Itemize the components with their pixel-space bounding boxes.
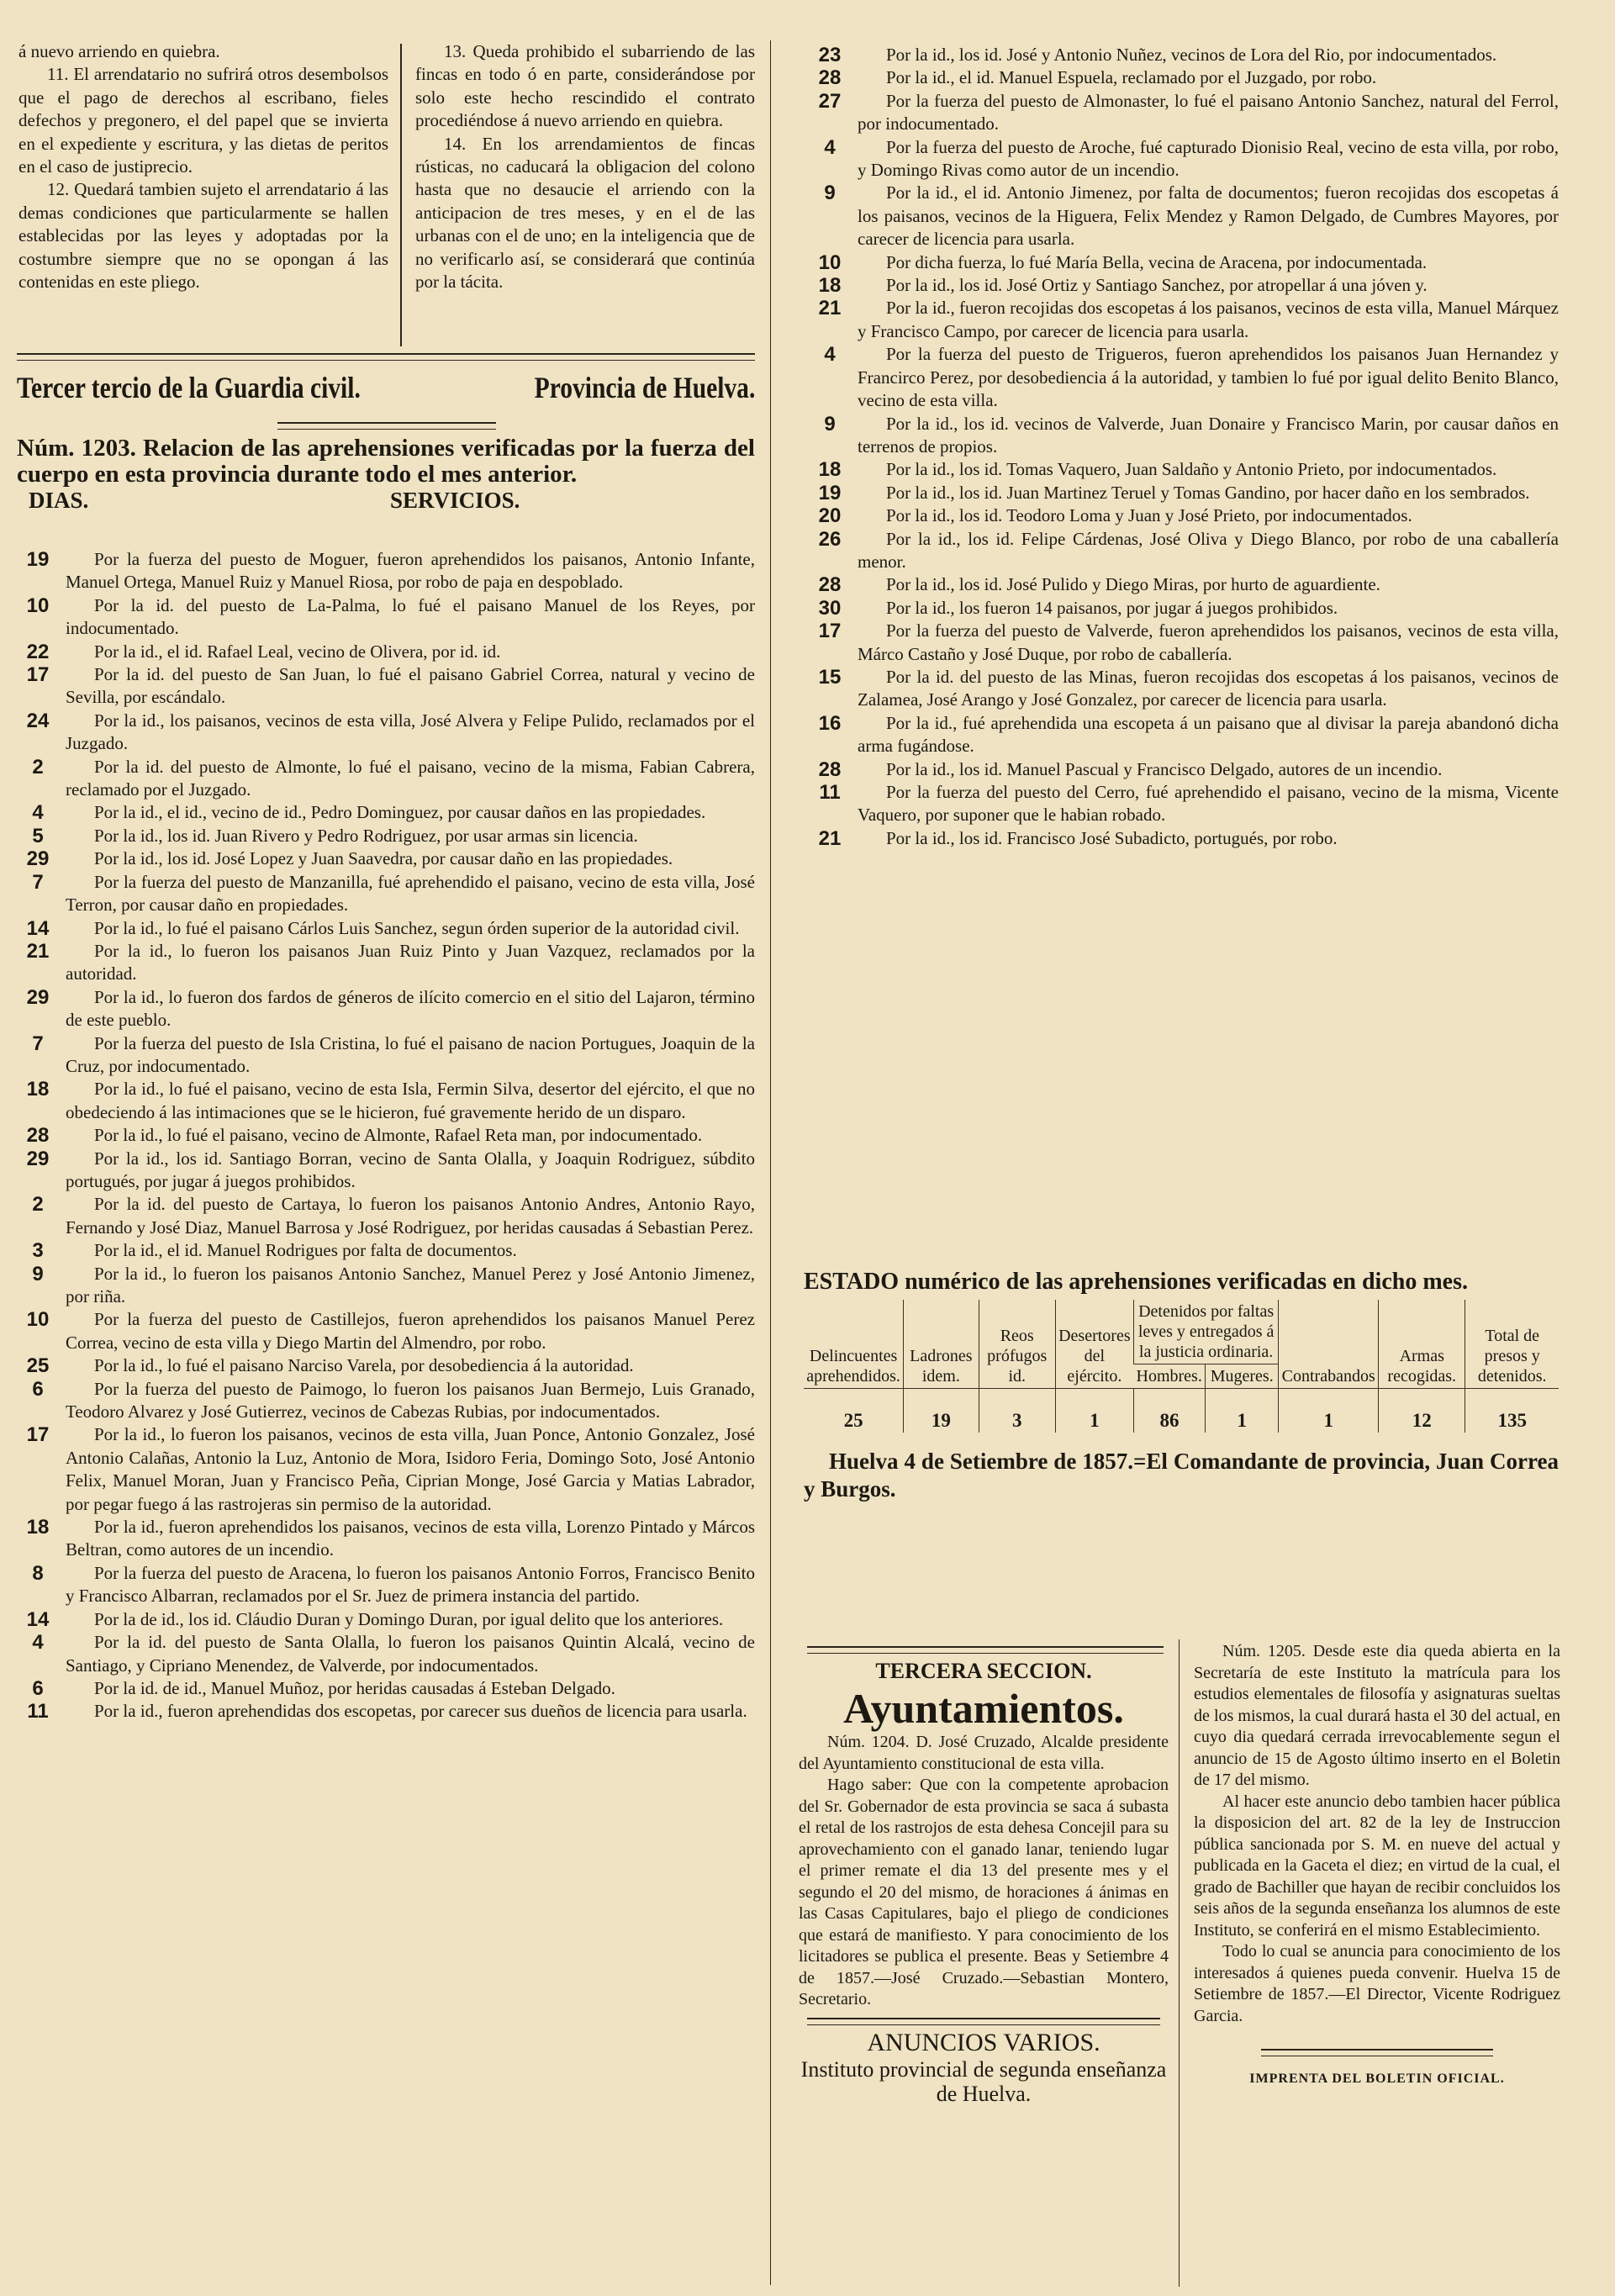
anuncios-title: ANUNCIOS VARIOS. xyxy=(867,2028,1100,2056)
tercera-label: TERCERA SECCION. xyxy=(875,1659,1092,1683)
entry-day: 27 xyxy=(818,89,842,113)
entry-text: Por la id., el id. Manuel Rodrigues por falta de documentos. xyxy=(94,1240,517,1261)
anuncios-p3: Todo lo cual se anuncia para conocimiento de los interesados á quienes pueda convenir. Huelva 15 de Setiembre de 1857.—El Director, Vicente Rodriguez Garcia. xyxy=(1194,1942,1560,2025)
entry-text: Por la fuerza del puesto de Almonaster, lo fué el paisano Antonio Sanchez, natural del Ferrol, por indocumentado. xyxy=(858,90,1559,135)
list-item xyxy=(10,1308,755,1354)
entry-text: Por la id., los id. Juan Martinez Teruel y Tomas Gandino, por hacer daño en los sembrados. xyxy=(886,482,1530,503)
val-armas: 12 xyxy=(1379,1389,1465,1433)
entry-text: Por la fuerza del puesto de Trigueros, fueron aprehendidos los paisanos Juan Hernandez y Francirco Perez, por desobediencia á la autoridad, y tambien lo fué por igual delito Benito Blanco, vecino de esta villa. xyxy=(858,344,1559,411)
list-item xyxy=(10,1148,755,1194)
entry-day: 10 xyxy=(26,594,50,617)
entry-day: 9 xyxy=(824,182,836,205)
list-item xyxy=(802,458,1559,481)
list-item xyxy=(10,917,755,940)
entry-day: 19 xyxy=(26,548,50,571)
list-item xyxy=(10,1078,755,1124)
entry-day: 14 xyxy=(26,916,50,940)
entry-text: Por la id., lo fué el paisano Narciso Varela, por desobediencia á la autoridad. xyxy=(94,1355,634,1376)
entry-day: 23 xyxy=(818,44,842,66)
entry-day: 6 xyxy=(32,1676,44,1700)
list-item xyxy=(802,666,1559,712)
list-item xyxy=(10,847,755,870)
list-item xyxy=(802,597,1559,620)
list-item xyxy=(10,1032,755,1079)
entry-text: Por la id., los id. Santiago Borran, vecino de Santa Olalla, y Joaquin Rodriguez, súbdito portugués, por jugar á juegos prohibidos. xyxy=(66,1148,755,1191)
entry-day: 18 xyxy=(26,1516,50,1539)
list-item xyxy=(10,594,755,641)
entry-text: Por la id., los id. Felipe Cárdenas, José Oliva y Diego Blanco, por robo de una caballería menor. xyxy=(858,528,1559,572)
list-item xyxy=(10,1378,755,1424)
list-item xyxy=(802,136,1559,182)
entry-text: Por la id., el id. Antonio Jimenez, por falta de documentos; fueron recojidas dos escopetas á los paisanos, vecinos de la Higuera, Felix Mendez y Ramon Delgado, de Cumbres Mayores, por carecer de licencia para usarla. xyxy=(858,182,1559,250)
imprenta-label: IMPRENTA DEL BOLETIN OFICIAL. xyxy=(1249,2072,1505,2086)
entry-text: Por la fuerza del puesto de Aracena, lo fueron los paisanos Antonio Forros, Francisco Benito y Francisco Albarran, reclamados por el Sr. Juez de primera instancia del partido. xyxy=(66,1562,755,1607)
article-12: 12. Quedará tambien sujeto el arrendatario á las demas condiciones que particularmente se hallen establecidas por las leyes y adoptadas por la costumbre siempre que no se opongan á las contenidas en este pliego. xyxy=(18,179,388,293)
relacion-title: Núm. 1203. Relacion de las aprehensiones verificadas por la fuerza del cuerpo en esta provincia durante todo el mes anterior. xyxy=(17,435,755,488)
list-item xyxy=(10,1124,755,1147)
entry-day: 10 xyxy=(26,1308,50,1332)
section-left-title: Tercer tercio de la Guardia civil. xyxy=(17,371,361,404)
entry-text: Por la id., fué aprehendida una escopeta á un paisano que al divisar la pareja abandonó dicha arma fugándose. xyxy=(858,712,1559,757)
anuncios-col xyxy=(1194,1641,1560,2087)
entry-day: 3 xyxy=(32,1239,44,1263)
entry-text: Por la id., los id. vecinos de Valverde, Juan Donaire y Francisco Marin, por causar daños en terrenos de propios. xyxy=(858,413,1559,457)
hdr-reos: Reos prófugos id. xyxy=(979,1300,1055,1389)
list-item xyxy=(10,940,755,986)
entry-text: Por la id., los id. José Pulido y Diego Miras, por hurto de aguardiente. xyxy=(886,574,1380,595)
anuncios-subtitle: Instituto provincial de segunda enseñanza de Huelva. xyxy=(800,2056,1167,2106)
entry-day: 28 xyxy=(26,1124,50,1148)
list-item xyxy=(802,274,1559,297)
col-dias: DIAS. xyxy=(29,488,89,513)
entry-day: 25 xyxy=(26,1354,50,1378)
tercera-col xyxy=(799,1658,1169,2106)
val-contrabandos: 1 xyxy=(1279,1389,1379,1433)
estado-title: ESTADO numérico de las aprehensiones verificadas en dicho mes. xyxy=(804,1269,1468,1295)
entry-day: 7 xyxy=(32,1032,44,1055)
tercera-divider xyxy=(1179,1639,1180,2287)
anuncios-p2: Al hacer este anuncio debo tambien hacer pública la disposicion del art. 82 de la ley de Instruccion pública sancionada por S. M. en nueve del actual y publicada en la Gaceta el diez; en virtud de la cual, el grado de Bachiller que hayan de recibir concluidos los seis años de la segunda enseñanza los alumnos de este Instituto, se conferirá en el mismo Establecimiento. xyxy=(1194,1792,1560,1940)
entry-day: 21 xyxy=(26,939,50,963)
entry-day: 18 xyxy=(26,1078,50,1101)
list-item xyxy=(10,1239,755,1262)
rule-anuncios xyxy=(807,2018,1160,2025)
list-item xyxy=(802,482,1559,504)
list-item xyxy=(802,827,1559,850)
list-item xyxy=(10,801,755,824)
list-item xyxy=(802,620,1559,666)
entry-text: Por la id. del puesto de San Juan, lo fué el paisano Gabriel Correa, natural y vecino de Sevilla, por escándalo. xyxy=(66,664,755,708)
entries-right xyxy=(802,44,1559,850)
entry-text: Por la id., los fueron 14 paisanos, por jugar á juegos prohibidos. xyxy=(886,597,1338,618)
entry-day: 24 xyxy=(26,709,50,732)
list-item xyxy=(802,297,1559,343)
list-item xyxy=(802,413,1559,459)
entry-day: 28 xyxy=(818,573,842,597)
list-item xyxy=(10,1354,755,1377)
entry-text: Por la id., lo fué el paisano, vecino de Almonte, Rafael Reta man, por indocumentado. xyxy=(94,1125,703,1146)
col-servicios: SERVICIOS. xyxy=(390,488,520,513)
entry-text: Por la fuerza del puesto de Manzanilla, fué aprehendido el paisano, vecino de esta villa, José Terron, por causar daño en propiedades. xyxy=(66,871,755,916)
list-item xyxy=(10,1677,755,1700)
entry-day: 20 xyxy=(818,504,842,528)
main-column-divider xyxy=(770,40,771,2285)
entry-day: 30 xyxy=(818,596,842,620)
left-top-col-b xyxy=(415,40,755,293)
list-item xyxy=(802,758,1559,781)
hdr-armas: Armas recogidas. xyxy=(1379,1300,1465,1389)
entry-day: 15 xyxy=(818,665,842,689)
entry-text: Por la fuerza del puesto de Aroche, fué capturado Dionisio Real, vecino de esta villa, por robo, y Domingo Rivas como autor de un incendio. xyxy=(858,136,1559,181)
entry-text: Por la id., el id. Manuel Espuela, reclamado por el Juzgado, por robo. xyxy=(886,67,1377,88)
entry-day: 9 xyxy=(824,412,836,435)
list-item xyxy=(10,1263,755,1309)
entry-text: Por la id., lo fueron dos fardos de géneros de ilícito comercio en el sitio del Lajaron, término de este pueblo. xyxy=(66,986,755,1031)
column-divider-top xyxy=(400,44,402,346)
section-header xyxy=(17,370,755,405)
anuncios-p1: Núm. 1205. Desde este dia queda abierta en la Secretaría de este Instituto la matrícula para los estudios elementales de filosofía y asignaturas sueltas de los mismos, la cual durará hasta el 30 del actual, en cuyo dia quedará cerrada irrevocablemente segun el anuncio de 15 de Agosto último inserto en el Boletin de 17 del mismo. xyxy=(1194,1642,1560,1789)
entry-text: Por la id., fueron recojidas dos escopetas á los paisanos, vecinos de esta villa, Manuel Márquez y Francisco Campo, por carecer de licencia para usarla. xyxy=(858,298,1559,341)
signature: Huelva 4 de Setiembre de 1857.=El Comandante de provincia, Juan Correa y Burgos. xyxy=(804,1449,1559,1502)
list-item xyxy=(802,251,1559,274)
rule-imprenta xyxy=(1261,2049,1493,2056)
entry-text: Por la fuerza del puesto de Moguer, fueron aprehendidos los paisanos, Antonio Infante, Manuel Ortega, Manuel Ruiz y Manuel Riosa, por robo de paja en despoblado. xyxy=(66,549,755,593)
entry-day: 29 xyxy=(26,1147,50,1170)
hdr-total: Total de presos y detenidos. xyxy=(1465,1300,1559,1389)
entry-day: 4 xyxy=(824,135,836,159)
tercera-p1: Núm. 1204. D. José Cruzado, Alcalde presidente del Ayuntamiento constitucional de esta villa. xyxy=(799,1733,1169,1773)
rule-tercera xyxy=(807,1646,1164,1654)
entry-text: Por dicha fuerza, lo fué María Bella, vecina de Aracena, por indocumentada. xyxy=(886,251,1428,272)
list-item xyxy=(802,90,1559,136)
entry-day: 28 xyxy=(818,66,842,90)
entry-day: 28 xyxy=(818,757,842,781)
list-item xyxy=(802,528,1559,574)
hdr-ladrones: Ladrones idem. xyxy=(904,1300,979,1389)
list-item xyxy=(802,182,1559,251)
entry-day: 11 xyxy=(819,781,841,804)
entry-day: 2 xyxy=(32,1193,44,1217)
list-item xyxy=(10,825,755,847)
list-item xyxy=(10,986,755,1032)
val-hombres: 86 xyxy=(1133,1389,1205,1433)
entry-text: Por la id., el id., vecino de id., Pedro Dominguez, por causar daños en las propiedades. xyxy=(94,802,706,823)
entry-text: Por la id., lo fueron los paisanos Antonio Sanchez, Manuel Perez y José Antonio Jimenez, por riña. xyxy=(66,1263,755,1306)
hdr-contrabandos: Contrabandos xyxy=(1279,1300,1379,1389)
list-item xyxy=(802,504,1559,527)
entry-day: 19 xyxy=(818,481,842,504)
entry-text: Por la id., los id. José Lopez y Juan Saavedra, por causar daño en las propiedades. xyxy=(94,848,673,869)
entry-text: Por la id. del puesto de Almonte, lo fué el paisano, vecino de la misma, Fabian Cabrera, reclamado por el Juzgado. xyxy=(66,756,755,800)
hdr-detenidos-group: Detenidos por faltas leves y entregados á la justicia ordinaria. xyxy=(1133,1300,1279,1364)
estado-values-row xyxy=(804,1389,1559,1433)
hdr-desertores: Desertores del ejército. xyxy=(1055,1300,1133,1389)
entry-day: 4 xyxy=(32,801,44,825)
article-11: 11. El arrendatario no sufrirá otros desembolsos que el pago de derechos al escribano, fieles defechos y pregonero, el del papel que se invierta en el expediente y escritura, y las dietas de peritos en el caso de justiprecio. xyxy=(18,64,388,177)
list-item xyxy=(10,1193,755,1239)
entry-day: 16 xyxy=(818,711,842,735)
entry-text: Por la de id., los id. Cláudio Duran y Domingo Duran, por igual delito que los anteriores. xyxy=(94,1608,724,1629)
entry-day: 10 xyxy=(818,251,842,274)
article-13: 13. Queda prohibido el subarriendo de las fincas en todo ó en parte, considerándose por solo este hecho rescindido el contrato procediéndose á nuevo arriendo en quiebra. xyxy=(415,41,755,131)
list-item xyxy=(10,1608,755,1631)
entry-day: 26 xyxy=(818,527,842,551)
entry-day: 4 xyxy=(824,343,836,367)
entry-text: Por la id., los id. Teodoro Loma y Juan y José Prieto, por indocumentados. xyxy=(886,505,1412,526)
list-item xyxy=(10,710,755,756)
val-ladrones: 19 xyxy=(904,1389,979,1433)
entry-text: Por la id., los id. José y Antonio Nuñez, vecinos de Lora del Rio, por indocumentados. xyxy=(886,45,1497,65)
entry-text: Por la id. del puesto de las Minas, fueron recojidas dos escopetas á los paisanos, vecinos de Zalamea, José Arango y José Gonzalez, por carecer de licencia para usarla. xyxy=(858,666,1559,710)
entry-text: Por la fuerza del puesto del Cerro, fué aprehendido el paisano, vecino de la misma, Vicente Vaquero, por suponer que le habian robado. xyxy=(858,782,1559,826)
val-delincuentes: 25 xyxy=(804,1389,904,1433)
entry-day: 4 xyxy=(32,1631,44,1655)
section-right-title: Provincia de Huelva. xyxy=(534,371,755,404)
entry-day: 2 xyxy=(32,755,44,779)
entry-day: 17 xyxy=(26,1423,50,1447)
entry-text: Por la fuerza del puesto de Paimogo, lo fueron los paisanos Juan Bermejo, Luis Granado, Teodoro Alvarez y José Gutierrez, vecinos de Cabezas Rubias, por indocumentados. xyxy=(66,1378,755,1422)
entry-day: 29 xyxy=(26,985,50,1009)
entry-day: 22 xyxy=(26,640,50,663)
hdr-hombres: Hombres. xyxy=(1133,1364,1205,1389)
relacion-heading xyxy=(17,435,755,513)
val-reos: 3 xyxy=(979,1389,1055,1433)
entry-day: 8 xyxy=(32,1561,44,1585)
hdr-delincuentes: Delincuentes aprehendidos. xyxy=(806,1347,900,1386)
entry-day: 5 xyxy=(32,824,44,847)
list-item xyxy=(802,573,1559,596)
entry-text: Por la fuerza del puesto de Castillejos, fueron aprehendidos los paisanos Manuel Perez Correa, vecino de esta villa y Diego Martin del Almendro, por robo. xyxy=(66,1309,755,1353)
entry-text: Por la id., el id. Rafael Leal, vecino de Olivera, por id. id. xyxy=(94,641,501,662)
entry-day: 17 xyxy=(818,620,842,643)
entry-text: Por la id. del puesto de Cartaya, lo fueron los paisanos Antonio Andres, Antonio Rayo, Fernando y José Diaz, Manuel Barrosa y José Rodriguez, por heridas causadas á Sebastian Perez. xyxy=(66,1194,755,1238)
entry-text: Por la id. del puesto de La-Palma, lo fué el paisano Manuel de los Reyes, por indocumentado. xyxy=(66,594,755,639)
entry-text: Por la id., los id. Tomas Vaquero, Juan Saldaño y Antonio Prieto, por indocumentados. xyxy=(886,459,1497,480)
list-item xyxy=(802,44,1559,66)
estado-table xyxy=(804,1300,1559,1433)
entry-day: 18 xyxy=(818,274,842,298)
column-headers xyxy=(17,488,755,513)
tercera-title: Ayuntamientos. xyxy=(843,1685,1124,1732)
list-item xyxy=(10,641,755,663)
entry-text: Por la id. de id., Manuel Muñoz, por heridas causadas á Esteban Delgado. xyxy=(94,1677,615,1698)
entry-text: Por la id., fueron aprehendidas dos escopetas, por carecer sus dueños de licencia para usarla. xyxy=(94,1701,747,1722)
val-total: 135 xyxy=(1465,1389,1559,1433)
entry-day: 14 xyxy=(26,1607,50,1631)
entry-day: 9 xyxy=(32,1262,44,1285)
entry-text: Por la fuerza del puesto de Valverde, fueron aprehendidos los paisanos, vecinos de esta villa, Márco Castaño y José Duque, por robo de caballería. xyxy=(858,620,1559,664)
entry-day: 17 xyxy=(26,663,50,687)
entry-day: 11 xyxy=(27,1700,49,1723)
intro-line: á nuevo arriendo en quiebra. xyxy=(18,41,220,61)
entry-day: 6 xyxy=(32,1377,44,1401)
tercera-p2: Hago saber: Que con la competente aprobacion del Sr. Gobernador de esta provincia se saca á subasta el retal de los rastrojos de esta dehesa Concejil para su aprovechamiento con el ganado lanar, teniendo lugar el primer remate el dia 13 del presente mes y el segundo el 20 del mismo, de horaciones á ánimas en las Casas Capitulares, bajo el pliego de condiciones que estará de manifiesto. Y para conocimiento de los licitadores se publica el presente. Beas y Setiembre 4 de 1857.—José Cruzado.—Sebastian Montero, Secretario. xyxy=(799,1776,1169,2008)
list-item xyxy=(802,66,1559,89)
left-top-col-a xyxy=(18,40,388,293)
entry-text: Por la id., los id. Francisco José Subadicto, portugués, por robo. xyxy=(886,827,1338,848)
article-14: 14. En los arrendamientos de fincas rústicas, no caducará la obligacion del colono hasta que no desaucie el arriendo con la anticipacion de tres meses, y en el de las urbanas con el de uno; en la inteligencia que de no verificarlo así, se considerará que continúa por la tácita. xyxy=(415,133,755,293)
rule-mid xyxy=(277,422,496,430)
list-item xyxy=(10,1631,755,1677)
entry-day: 21 xyxy=(818,297,842,320)
hdr-mugeres: Mugeres. xyxy=(1206,1364,1279,1389)
rule-top xyxy=(17,353,755,361)
list-item xyxy=(10,663,755,710)
list-item xyxy=(10,1516,755,1562)
val-mugeres: 1 xyxy=(1206,1389,1279,1433)
list-item xyxy=(10,1562,755,1608)
entry-text: Por la id., los id. José Ortiz y Santiago Sanchez, por atropellar á una jóven y. xyxy=(886,275,1428,296)
entry-text: Por la id., fueron aprehendidos los paisanos, vecinos de esta villa, Lorenzo Pintado y Márcos Beltran, como autores de un incendio. xyxy=(66,1517,755,1560)
entry-text: Por la id., lo fué el paisano Cárlos Luis Sanchez, segun órden superior de la autoridad civil. xyxy=(94,917,740,938)
entry-text: Por la id., los id. Manuel Pascual y Francisco Delgado, autores de un incendio. xyxy=(886,758,1443,779)
entry-text: Por la id., lo fueron los paisanos Juan Ruiz Pinto y Juan Vazquez, reclamados por la autoridad. xyxy=(66,940,755,984)
val-desertores: 1 xyxy=(1055,1389,1133,1433)
entry-text: Por la fuerza del puesto de Isla Cristina, lo fué el paisano de nacion Portugues, Joaquin de la Cruz, por indocumentado. xyxy=(66,1032,755,1076)
list-item xyxy=(10,756,755,802)
entry-day: 21 xyxy=(818,826,842,850)
entry-text: Por la id. del puesto de Santa Olalla, lo fueron los paisanos Quintin Alcalá, vecino de Santiago, y Cipriano Menendez, de Valverde, por indocumentados. xyxy=(66,1632,755,1676)
entry-text: Por la id., los paisanos, vecinos de esta villa, José Alvera y Felipe Pulido, reclamados por el Juzgado. xyxy=(66,710,755,754)
list-item xyxy=(10,1423,755,1516)
list-item xyxy=(802,781,1559,827)
entry-day: 18 xyxy=(818,458,842,482)
entry-day: 29 xyxy=(26,847,50,871)
entries-left xyxy=(10,548,755,1723)
list-item xyxy=(10,548,755,594)
entry-text: Por la id., lo fué el paisano, vecino de esta Isla, Fermin Silva, desertor del ejército, el que no obedeciendo á las intimaciones que se le hicieron, fué gravemente herido de un disparo. xyxy=(66,1079,755,1122)
list-item xyxy=(802,343,1559,412)
entry-day: 7 xyxy=(32,870,44,894)
estado-block xyxy=(804,1268,1559,1503)
list-item xyxy=(802,712,1559,758)
list-item xyxy=(10,1700,755,1723)
entry-text: Por la id., lo fueron los paisanos, vecinos de esta villa, Juan Ponce, Antonio Gonzalez, José Antonio Calañas, Antonio la Luz, Antonio de Mora, Isidoro Feria, Domingo Soto, José Antonio Felix, Manuel Moran, Juan y Francisco Peña, Ciprian Monge, José Garcia y Matias Labrador, por pegar fuego á las rastrojeras sin permiso de la autoridad. xyxy=(66,1424,755,1514)
entry-text: Por la id., los id. Juan Rivero y Pedro Rodriguez, por usar armas sin licencia. xyxy=(94,825,638,846)
list-item xyxy=(10,871,755,917)
